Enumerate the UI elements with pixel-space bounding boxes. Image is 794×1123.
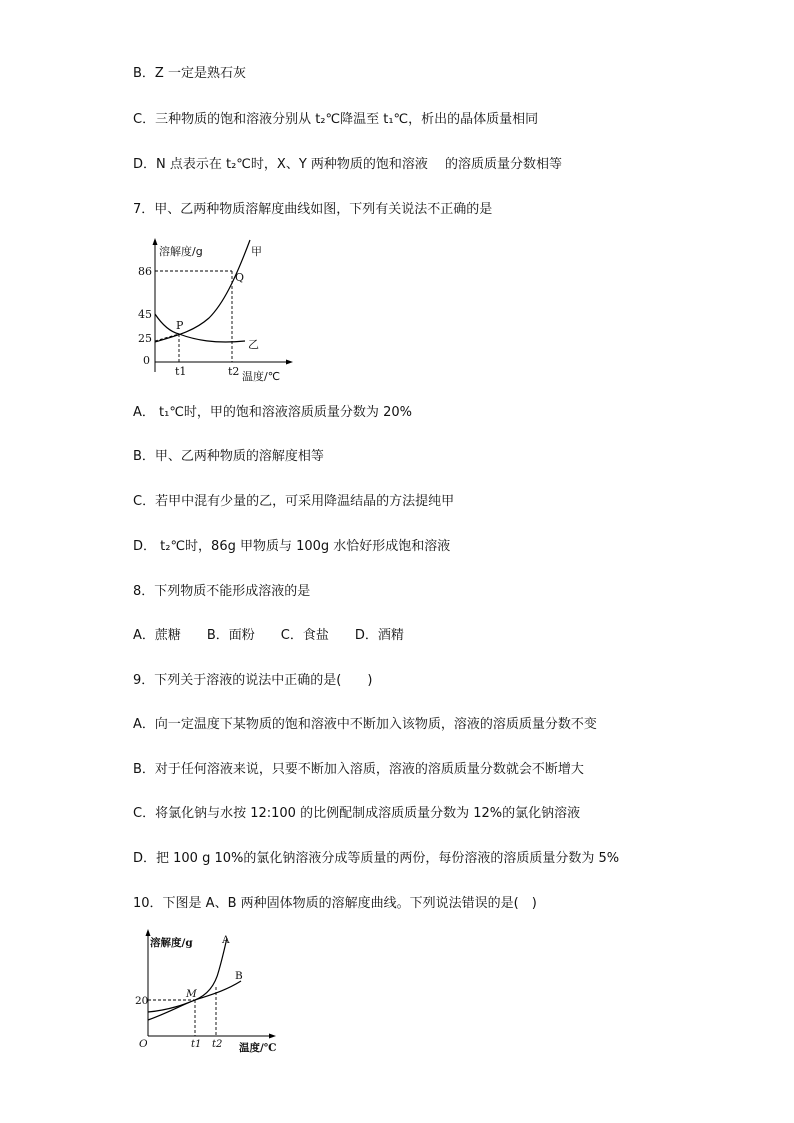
label-yi: 乙 <box>248 338 259 351</box>
label-jia: 甲 <box>251 245 262 258</box>
y-axis-label: 溶解度/g <box>150 937 193 949</box>
solubility-chart-1 <box>135 238 295 383</box>
x-axis-label: 温度/℃ <box>242 370 281 383</box>
q7-option-d: D． t₂℃时，86g 甲物质与 100g 水恰好形成饱和溶液 <box>133 539 451 554</box>
q8-options: A．蔗糖 B．面粉 C．食盐 D．酒精 <box>133 628 404 643</box>
y-tick-20: 20 <box>135 995 149 1007</box>
q8-stem: 8．下列物质不能形成溶液的是 <box>133 584 311 599</box>
x-axis-arrow <box>269 1034 276 1039</box>
q9-option-d: D．把 100 g 10%的氯化钠溶液分成等质量的两份，每份溶液的溶质质量分数为 5% <box>133 851 620 866</box>
x-tick-t2: t2 <box>228 365 240 378</box>
y-tick-86: 86 <box>138 265 152 278</box>
origin-label: O <box>139 1038 148 1050</box>
x-tick-t1: t1 <box>175 365 187 378</box>
x-tick-t2: t2 <box>212 1039 223 1050</box>
q9-option-c: C．将氯化钠与水按 12:100 的比例配制成溶质质量分数为 12%的氯化钠溶液 <box>133 806 581 821</box>
q9-stem: 9．下列关于溶液的说法中正确的是( ) <box>133 673 373 688</box>
x-axis-arrow <box>286 360 293 365</box>
q9-option-b: B．对于任何溶液来说，只要不断加入溶质，溶液的溶质质量分数就会不断增大 <box>133 762 584 777</box>
point-p: P <box>176 319 184 332</box>
y-tick-25: 25 <box>138 332 152 345</box>
solubility-chart-2 <box>135 928 285 1058</box>
y-tick-0: 0 <box>143 354 150 367</box>
y-axis-arrow <box>146 929 151 936</box>
point-q: Q <box>235 271 245 284</box>
q6-option-b: B．Z 一定是熟石灰 <box>133 66 246 81</box>
point-m: M <box>186 988 197 1000</box>
x-axis-label: 温度/℃ <box>239 1042 277 1054</box>
q7-stem: 7．甲、乙两种物质溶解度曲线如图，下列有关说法不正确的是 <box>133 202 493 217</box>
q10-stem: 10．下图是 A、B 两种固体物质的溶解度曲线。下列说法错误的是( ) <box>133 896 537 911</box>
curve-a <box>148 938 227 1012</box>
q7-option-b: B．甲、乙两种物质的溶解度相等 <box>133 449 324 464</box>
y-tick-45: 45 <box>138 308 152 321</box>
guide-25 <box>155 334 179 341</box>
label-b: B <box>235 970 243 982</box>
q7-option-c: C．若甲中混有少量的乙，可采用降温结晶的方法提纯甲 <box>133 494 455 509</box>
q7-option-a: A． t₁℃时，甲的饱和溶液溶质质量分数为 20% <box>133 405 412 420</box>
q6-option-d: D．N 点表示在 t₂℃时，X、Y 两种物质的饱和溶液 的溶质质量分数相等 <box>133 157 563 172</box>
label-a: A <box>222 934 230 946</box>
curve-b <box>148 981 241 1020</box>
q6-option-c: C．三种物质的饱和溶液分别从 t₂℃降温至 t₁℃，析出的晶体质量相同 <box>133 112 539 127</box>
y-axis-arrow <box>153 238 158 245</box>
y-axis-label: 溶解度/g <box>159 245 203 258</box>
x-tick-t1: t1 <box>191 1039 202 1050</box>
q9-option-a: A．向一定温度下某物质的饱和溶液中不断加入该物质，溶液的溶质质量分数不变 <box>133 717 597 732</box>
